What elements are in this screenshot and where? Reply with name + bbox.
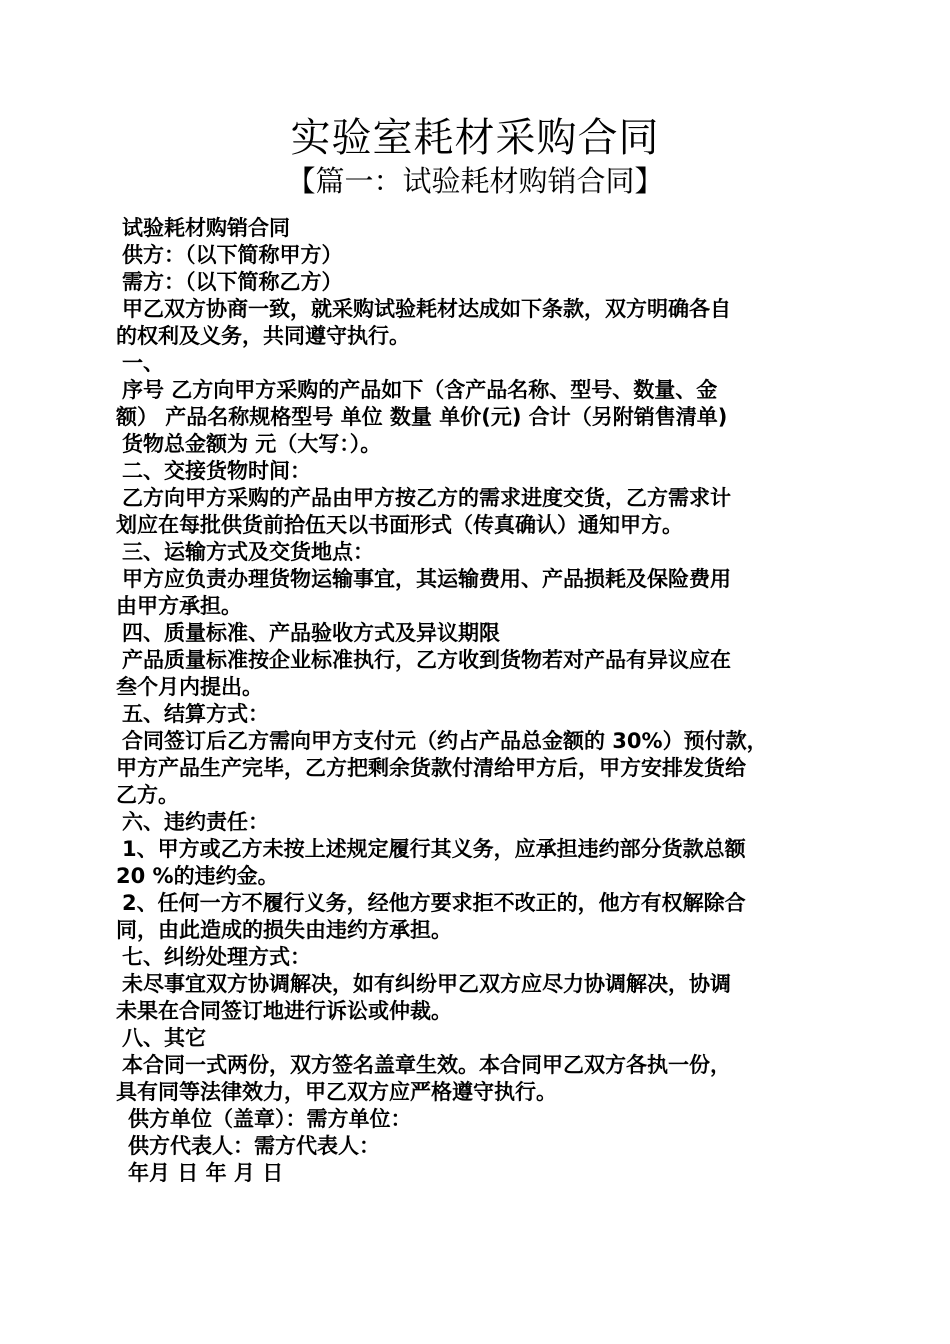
- body-line: 序号 乙方向甲方采购的产品如下（含产品名称、型号、数量、金: [122, 378, 718, 402]
- body-line: 叁个月内提出。: [116, 675, 263, 699]
- supplier-line: 供方：（以下简称甲方）: [122, 243, 343, 267]
- section-heading: 四、质量标准、产品验收方式及异议期限: [122, 621, 500, 645]
- document-title: 实验室耗材采购合同: [290, 115, 660, 161]
- body-line: 20 %的违约金。: [116, 864, 279, 888]
- body-line: 货物总金额为 元（大写：）。: [122, 432, 382, 456]
- body-line: 未果在合同签订地进行诉讼或仲裁。: [116, 999, 452, 1023]
- body-line: 的权利及义务，共同遵守执行。: [116, 324, 410, 348]
- signature-line: 供方代表人：需方代表人：: [128, 1134, 380, 1158]
- body-line: 划应在每批供货前拾伍天以书面形式（传真确认）通知甲方。: [116, 513, 683, 537]
- body-line: 乙方向甲方采购的产品由甲方按乙方的需求进度交货，乙方需求计: [122, 486, 731, 510]
- section-heading: 三、运输方式及交货地点：: [122, 540, 374, 564]
- body-line: 甲乙双方协商一致，就采购试验耗材达成如下条款，双方明确各自: [122, 297, 731, 321]
- section-heading: 七、纠纷处理方式：: [122, 945, 311, 969]
- body-line: 甲方产品生产完毕，乙方把剩余货款付清给甲方后，甲方安排发货给: [116, 756, 746, 780]
- section-heading: 五、结算方式：: [122, 702, 269, 726]
- section-heading: 一、: [122, 351, 164, 375]
- body-line: 本合同一式两份，双方签名盖章生效。本合同甲乙双方各执一份，: [122, 1053, 731, 1077]
- body-line: 额） 产品名称规格型号 单位 数量 单价(元) 合计（另附销售清单): [116, 405, 728, 429]
- document-subtitle: 【篇一：试验耗材购销合同】: [286, 164, 664, 198]
- contract-name-line: 试验耗材购销合同: [122, 216, 290, 240]
- body-line: 同，由此造成的损失由违约方承担。: [116, 918, 452, 942]
- body-line: 乙方。: [116, 783, 179, 807]
- body-line: 具有同等法律效力，甲乙双方应严格遵守执行。: [116, 1080, 557, 1104]
- body-line: 未尽事宜双方协调解决，如有纠纷甲乙双方应尽力协调解决，协调: [122, 972, 731, 996]
- body-line: 2、任何一方不履行义务，经他方要求拒不改正的，他方有权解除合: [122, 891, 746, 915]
- body-line: 合同签订后乙方需向甲方支付元（约占产品总金额的 30%）预付款，: [122, 729, 768, 753]
- body-line: 甲方应负责办理货物运输事宜，其运输费用、产品损耗及保险费用: [122, 567, 731, 591]
- section-heading: 八、其它: [122, 1026, 206, 1050]
- signature-line: 供方单位（盖章）：需方单位：: [128, 1107, 412, 1131]
- section-heading: 二、交接货物时间：: [122, 459, 311, 483]
- date-line: 年月 日 年 月 日: [128, 1161, 284, 1185]
- document-body: [116, 215, 836, 1187]
- body-line: 产品质量标准按企业标准执行，乙方收到货物若对产品有异议应在: [122, 648, 731, 672]
- buyer-line: 需方：（以下简称乙方）: [122, 270, 343, 294]
- body-line: 1、甲方或乙方未按上述规定履行其义务，应承担违约部分货款总额: [122, 837, 746, 861]
- section-heading: 六、违约责任：: [122, 810, 269, 834]
- body-line: 由甲方承担。: [116, 594, 242, 618]
